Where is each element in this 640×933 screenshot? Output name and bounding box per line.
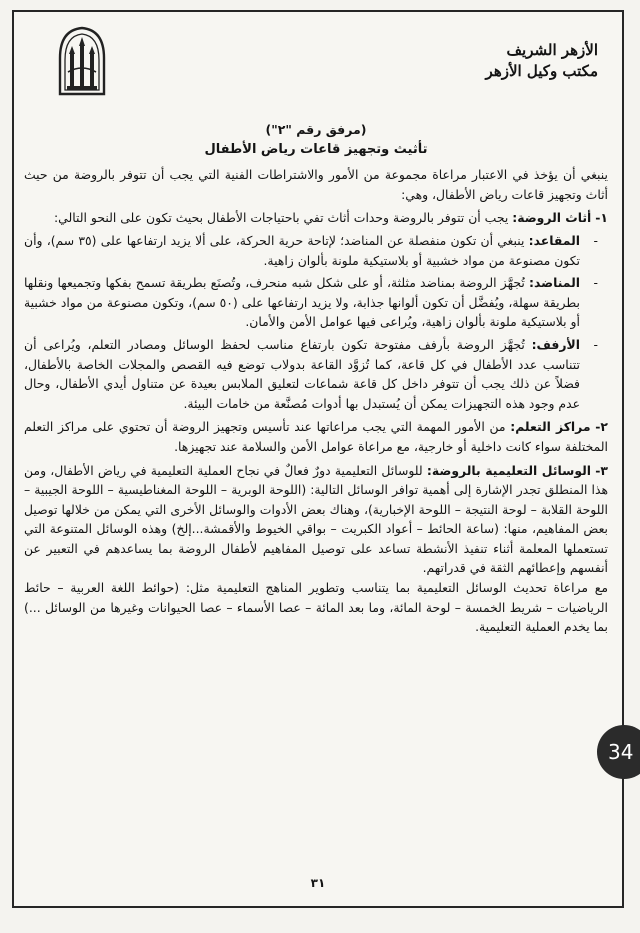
document-body: [24, 120, 608, 637]
section-3: [24, 461, 608, 579]
section-number: ١-: [595, 210, 608, 226]
closing-paragraph: مع مراعاة تحديث الوسائل التعليمية بما يتناسب وتطوير المناهج التعليمية مثل: (حوائط اللغة العربية – حائط الرياضيات – شريط الخمسة – لوحة المائة، وما بعد المائة – عصا الأسماء – عصا الحيوانات وغيرها من الوسائل ...) بما يخدم العملية التعليمية.: [24, 580, 608, 635]
section-number: ٣-: [595, 462, 608, 478]
section-label: أثاث الروضة:: [512, 210, 592, 226]
institution-name: الأزهر الشريف: [506, 41, 598, 59]
document-page: [12, 10, 624, 908]
page-tab-badge: 34: [597, 725, 640, 779]
bullet-dash: -: [593, 275, 598, 291]
section-2: [24, 417, 608, 456]
letterhead: [14, 12, 622, 112]
section-text: يجب أن تتوفر بالروضة وحدات أثاث تفي باحتياجات الأطفال بحيث تكون على النحو التالي:: [53, 210, 513, 226]
attachment-label: (مرفق رقم "٢"): [265, 122, 367, 137]
section-text: للوسائل التعليمية دورٌ فعالٌ في نجاح العملية التعليمية في رياض الأطفال، ومن هذا المنطلق تجدر الإشارة إلى أهمية توافر الوسائل التالية: (اللوحة الوبرية – اللوحة المغناطيسية – اللوحة الجيبية – اللوحة القلابة – لوحة النتيجة – اللوحة الإخبارية)، وهناك بعض الأدوات والوسائل الأخرى التي يمكن من خلالها توصيل بعض المفاهيم، منها: (ساعة الحائط – أعواد الكبريت – بواقي الخيوط والأقمشة...إلخ) وهذه الوسائل المتنوعة التي تستعملها المعلمة أثناء تنفيذ الأنشطة تساعد على توصيل المفاهيم لأطفال الروضة بما يساعدهم في التعبير عن أنفسهم وإعطائهم الثقة في قدراتهم.: [24, 462, 608, 576]
al-azhar-logo: [54, 24, 110, 98]
list-item: [24, 335, 598, 413]
office-name: مكتب وكيل الأزهر: [485, 62, 598, 80]
item-label: المناضد:: [528, 275, 580, 291]
list-item: [24, 273, 598, 332]
bullet-dash: -: [593, 336, 598, 352]
item-label: المقاعد:: [528, 232, 580, 248]
intro-paragraph: ينبغي أن يؤخذ في الاعتبار مراعاة مجموعة من الأمور والاشتراطات الفنية التي يجب أن تتوفر بالروضة من حيث أثاث وتجهيز قاعات رياض الأطفال، وهي:: [24, 167, 608, 202]
item-text: تُجهَّز الروضة بمناضد مثلثة، أو على شكل شبه منحرف، وتُصنَع بطريقة تسمح بفكها وتجميعها ونقلها بطريقة سهلة، ويُفضَّل أن تكون ألوانها جذابة، ولا يزيد ارتفاعها على (٥٠ سم)، وتكون مصنوعة من مواد خشبية أو بلاستيكية ملونة بألوان زاهية، ويُراعى فيها عوامل الأمن والأمان.: [24, 275, 580, 330]
document-title: تأثيث وتجهيز قاعات رياض الأطفال: [204, 141, 428, 157]
bullet-dash: -: [593, 232, 598, 248]
list-item: [24, 231, 598, 270]
section-text: من الأمور المهمة التي يجب مراعاتها عند تأسيس وتجهيز الروضة أن تحتوي على مراكز التعلم المختلفة سواء كانت داخلية أو خارجية، مع مراعاة عوامل الأمن والسلامة عند تجهيزها.: [24, 419, 608, 454]
page-number: ٣١: [310, 876, 326, 890]
item-text: ينبغي أن تكون منفصلة عن المناضد؛ لإتاحة حرية الحركة، على ألا يزيد ارتفاعها على (٣٥ سم)، وأن تكون مصنوعة من مواد خشبية أو بلاستيكية ملونة بألوان زاهية.: [24, 232, 580, 268]
section-label: مراكز التعلم:: [510, 419, 591, 435]
item-text: تُجهَّز الروضة بأرفف مفتوحة تكون بارتفاع مناسب لحفظ الوسائل ومصادر التعلم، ويُراعى أن تتناسب عدد الأطفال في كل قاعة، كما تُزوَّد القاعة بدولاب توضع فيه القصص والمجلات الخاصة بالأطفال، فضلاً عن ذلك يجب أن تتوفر داخل كل قاعة شماعات لتعليق الملابس بعيدة عن متناول أيدي الأطفال، وحال عدم وجود هذه التجهيزات يمكن أن يُستبدل بها أدوات مُصنَّعة من خامات البيئة.: [24, 336, 580, 411]
section-label: الوسائل التعليمية بالروضة:: [426, 462, 592, 478]
institution-block: [486, 40, 598, 82]
section-1: [24, 208, 608, 413]
section-number: ٢-: [595, 419, 608, 435]
item-label: الأرفف:: [531, 336, 580, 352]
